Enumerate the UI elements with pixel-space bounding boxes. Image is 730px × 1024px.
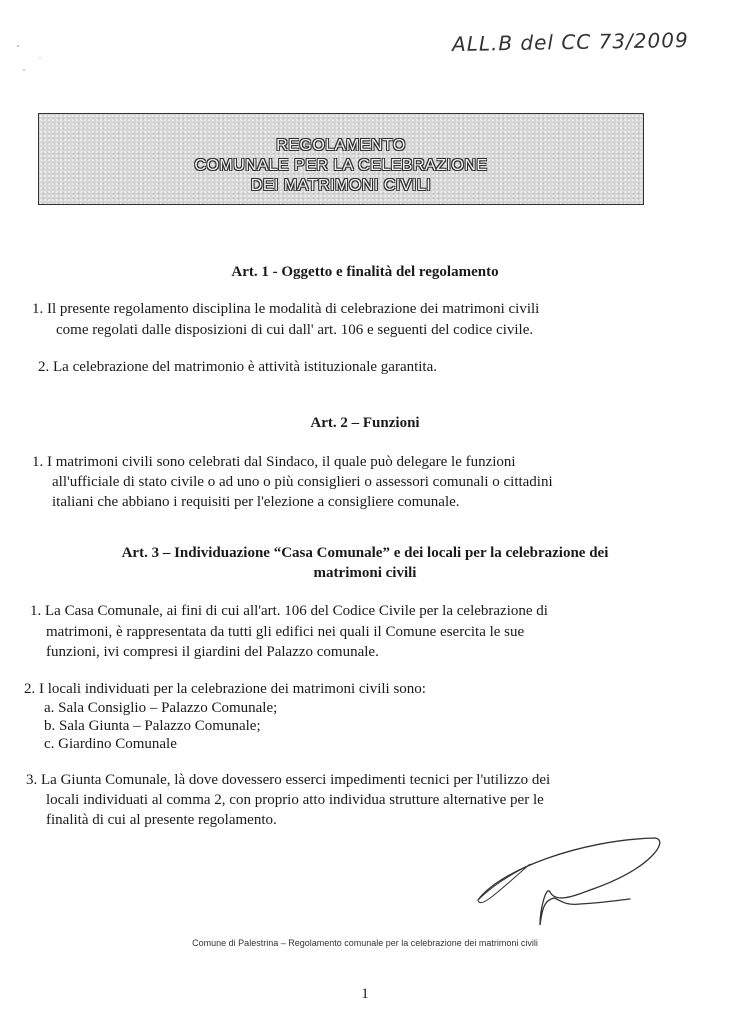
art3-p3-line1: 3. La Giunta Comunale, là dove dovessero esserci impedimenti tecnici per l'utilizzo dei	[26, 772, 551, 788]
page-number: 1	[361, 986, 369, 1002]
art3-heading-line1: Art. 3 – Individuazione “Casa Comunale” e dei locali per la celebrazione dei	[121, 545, 609, 561]
art3-heading-line2: matrimoni civili	[313, 565, 417, 581]
title-line-2: COMUNALE PER LA CELEBRAZIONE	[194, 157, 488, 174]
art1-heading: Art. 1 - Oggetto e finalità del regolamento	[231, 264, 499, 280]
signature-mark	[470, 830, 670, 940]
art3-p1-line3: funzioni, ivi compresi il giardini del Palazzo comunale.	[46, 644, 379, 660]
art3-p1-line1: 1. La Casa Comunale, ai fini di cui all'art. 106 del Codice Civile per la celebrazione di	[30, 603, 548, 619]
art2-p1-line2: all'ufficiale di stato civile o ad uno o più consiglieri o assessori comunali o cittadini	[52, 474, 553, 490]
art1-p1-line2: come regolati dalle disposizioni di cui dall' art. 106 e seguenti del codice civile.	[56, 322, 534, 338]
art3-p3-line3: finalità di cui al presente regolamento.	[46, 812, 277, 828]
art3-p2-item-a: a. Sala Consiglio – Palazzo Comunale;	[44, 700, 278, 716]
art1-p2-line1: 2. La celebrazione del matrimonio è attività istituzionale garantita.	[38, 359, 438, 375]
art3-p1-line2: matrimoni, è rappresentata da tutti gli edifici nei quali il Comune esercita le sue	[46, 624, 525, 640]
art2-p1-line3: italiani che abbiano i requisiti per l'elezione a consigliere comunale.	[52, 494, 460, 510]
art2-p1-line1: 1. I matrimoni civili sono celebrati dal Sindaco, il quale può delegare le funzioni	[32, 454, 516, 470]
title-line-1: REGOLAMENTO	[276, 137, 406, 154]
art3-p2-line1: 2. I locali individuati per la celebrazione dei matrimoni civili sono:	[24, 681, 426, 697]
title-line-3: DEI MATRIMONI CIVILI	[250, 177, 432, 194]
scan-speck-marks	[10, 40, 50, 80]
art3-p2-item-b: b. Sala Giunta – Palazzo Comunale;	[44, 718, 261, 734]
page-footer: Comune di Palestrina – Regolamento comunale per la celebrazione dei matrimoni civili	[192, 938, 538, 948]
art3-p2-item-c: c. Giardino Comunale	[44, 736, 177, 752]
handwritten-annotation: ALL.B del CC 73/2009	[451, 27, 689, 57]
art2-heading: Art. 2 – Funzioni	[310, 415, 420, 431]
art3-p3-line2: locali individuati al comma 2, con proprio atto individua strutture alternative per le	[46, 792, 544, 808]
title-box	[38, 113, 644, 205]
art1-p1-line1: 1. Il presente regolamento disciplina le modalità di celebrazione dei matrimoni civili	[32, 301, 540, 317]
